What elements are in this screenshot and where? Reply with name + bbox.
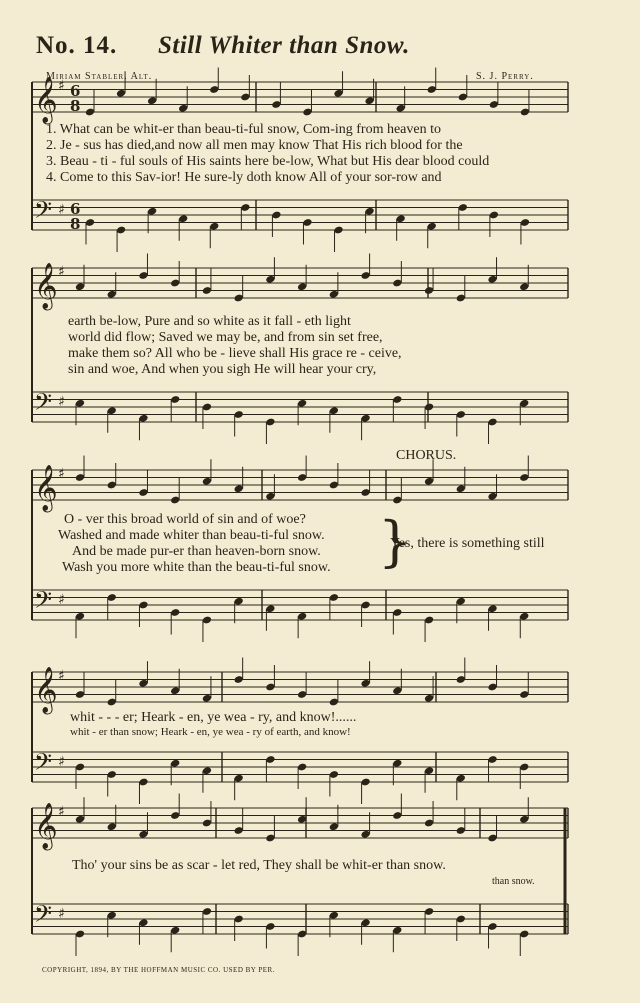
- chorus-line-1: O - ver this broad world of sin and of woe?: [64, 512, 306, 527]
- bass-clef: 𝄢: [34, 586, 53, 619]
- treble-clef: 𝄞: [34, 465, 58, 511]
- bass-clef: 𝄢: [34, 748, 53, 781]
- words-credit: Miriam Stabler. Alt.: [46, 71, 153, 82]
- treble-clef: 𝄞: [34, 667, 58, 713]
- key-signature-sharp: ♯: [58, 466, 65, 482]
- chorus-line-2: Washed and made whiter than beau-ti-ful snow.: [58, 528, 325, 543]
- key-signature-sharp: ♯: [58, 668, 65, 684]
- chorus-label: CHORUS.: [396, 448, 457, 463]
- treble-clef: 𝄞: [34, 803, 58, 849]
- hymn-number: No. 14.: [36, 32, 118, 59]
- verse-line-3: 3. Beau - ti - ful souls of His saints here be-low, What but His dear blood could: [46, 154, 490, 169]
- chorus-line-whiter: whit - - - er; Heark - en, ye wea - ry, and know!......: [70, 710, 357, 725]
- hymn-title: Still Whiter than Snow.: [158, 32, 410, 59]
- time-signature-bottom: 8: [70, 97, 81, 115]
- verse-line-5: earth be-low, Pure and so white as it fall - eth light: [68, 314, 351, 329]
- verse-line-8: sin and woe, And when you sigh He will hear your cry,: [68, 362, 377, 377]
- key-signature-sharp: ♯: [58, 592, 65, 608]
- chorus-line-than-snow: than snow.: [492, 876, 535, 887]
- time-signature-top: 6: [70, 82, 81, 100]
- bass-clef: 𝄢: [34, 388, 53, 421]
- key-signature-sharp: ♯: [58, 754, 65, 770]
- key-signature-sharp: ♯: [58, 804, 65, 820]
- bass-clef: 𝄢: [34, 196, 53, 229]
- chorus-line-3: And be made pur-er than heaven-born snow.: [72, 544, 321, 559]
- chorus-line-scarlet: Tho' your sins be as scar - let red, They shall be whit-er than snow.: [72, 858, 446, 873]
- time-signature-bottom: 8: [70, 215, 81, 233]
- treble-clef: 𝄞: [34, 263, 58, 309]
- treble-clef: 𝄞: [34, 77, 58, 123]
- verse-line-6: world did flow; Saved we may be, and from sin set free,: [68, 330, 383, 345]
- chorus-line-whiter-alto: whit - er than snow; Heark - en, ye wea - ry of earth, and know!: [70, 726, 351, 738]
- verse-line-2: 2. Je - sus has died,and now all men may know That His rich blood for the: [46, 138, 463, 153]
- key-signature-sharp: ♯: [58, 906, 65, 922]
- time-signature-top: 6: [70, 200, 81, 218]
- key-signature-sharp: ♯: [58, 264, 65, 280]
- chorus-response: Yes, there is something still: [390, 536, 545, 551]
- music-credit: S. J. Perry.: [476, 71, 534, 82]
- verse-line-7: make them so? All who be - lieve shall His grace re - ceive,: [68, 346, 402, 361]
- chorus-line-4: Wash you more white than the beau-ti-ful snow.: [62, 560, 331, 575]
- key-signature-sharp: ♯: [58, 78, 65, 94]
- chorus-brace: }: [378, 510, 413, 573]
- verse-line-1: 1. What can be whit-er than beau-ti-ful snow, Com-ing from heaven to: [46, 122, 441, 137]
- key-signature-sharp: ♯: [58, 394, 65, 410]
- copyright-notice: COPYRIGHT, 1894, BY THE HOFFMAN MUSIC CO. USED BY PER.: [42, 966, 275, 974]
- bass-clef: 𝄢: [34, 900, 53, 933]
- verse-line-4: 4. Come to this Sav-ior! He sure-ly doth know All of your sor-row and: [46, 170, 442, 185]
- key-signature-sharp: ♯: [58, 202, 65, 218]
